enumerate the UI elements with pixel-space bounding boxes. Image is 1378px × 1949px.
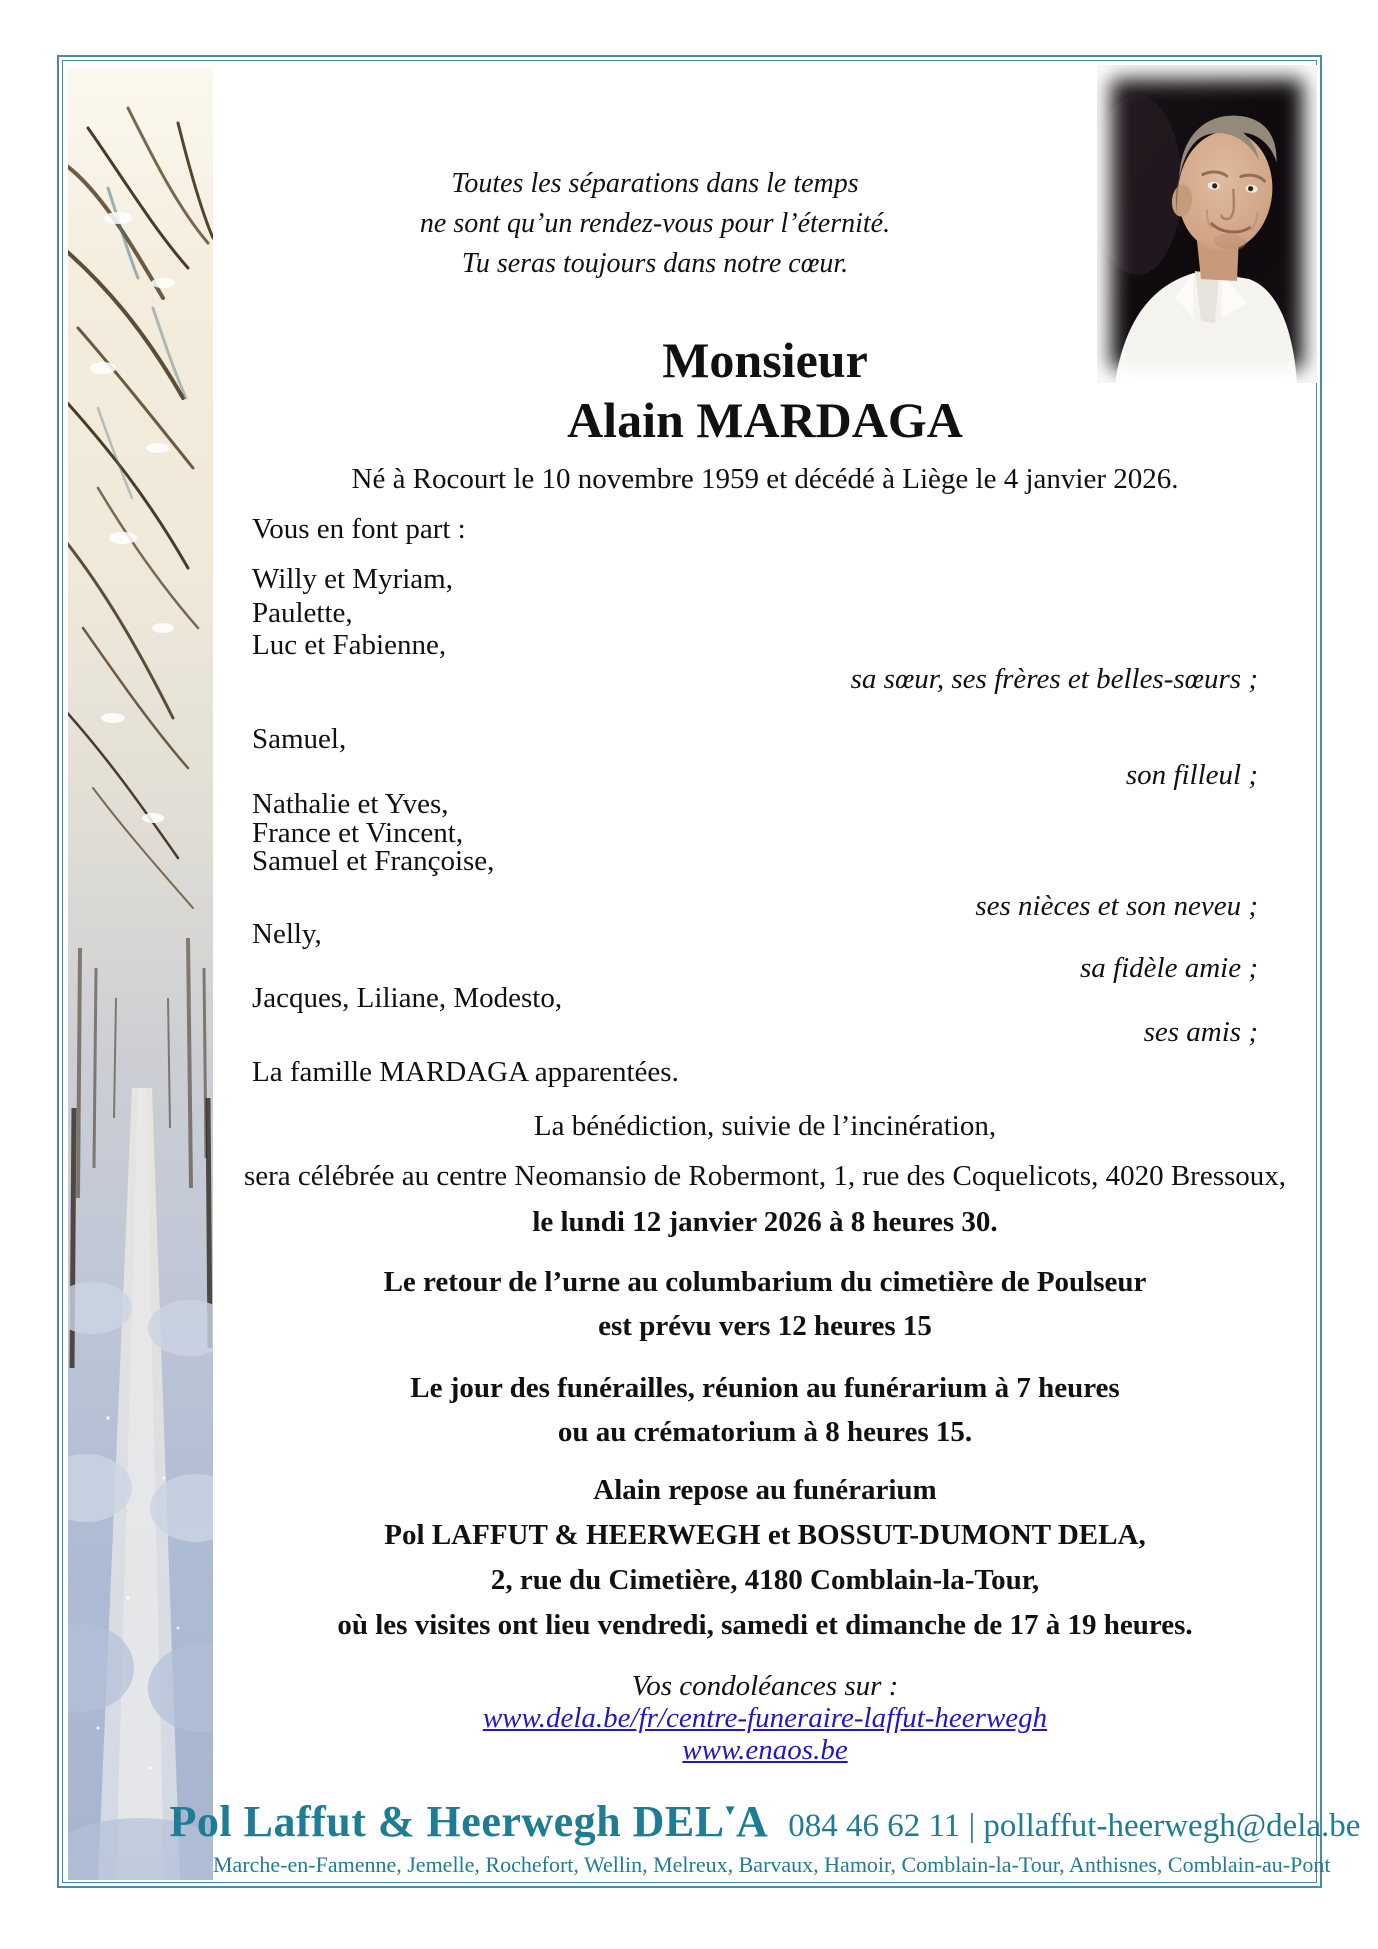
epitaph — [213, 164, 1097, 284]
winter-forest-photo — [68, 68, 213, 1880]
mourner-name: Nathalie et Yves, — [252, 788, 449, 820]
condolences-link-enaos[interactable]: www.enaos.be — [682, 1734, 848, 1766]
mourner-name: Jacques, Liliane, Modesto, — [252, 982, 563, 1014]
funeral-home-contact — [788, 1808, 1360, 1845]
visits-line: où les visites ont lieu vendredi, samedi et dimanche de 17 à 19 heures. — [337, 1609, 1193, 1641]
relation-label: son filleul ; — [1125, 759, 1258, 791]
dela-brand: DEL▼A — [632, 1797, 769, 1846]
relation-label: ses nièces et son neveu ; — [975, 890, 1258, 922]
mourner-name: Samuel, — [252, 723, 347, 755]
condolences-link-dela-wrap — [213, 1701, 1317, 1735]
epitaph-line: Toutes les séparations dans le temps — [451, 168, 859, 199]
funeral-home-locations: Marche-en-Famenne, Jemelle, Rochefort, Wellin, Melreux, Barvaux, Hamoir, Comblain-la-Tour, Anthisnes, Comblain-au-Pont — [213, 1852, 1331, 1877]
ceremony-line: La bénédiction, suivie de l’incinération, — [533, 1110, 997, 1142]
contact-separator: | — [968, 1808, 976, 1844]
funeral-home-logo-text: Pol Laffut & Heerwegh — [169, 1797, 622, 1846]
ceremony-date-line: le lundi 12 janvier 2026 à 8 heures 30. — [532, 1206, 998, 1238]
family-line: La famille MARDAGA apparentées. — [252, 1056, 679, 1088]
mourner-name: Nelly, — [252, 918, 322, 950]
funeral-home-logo — [170, 1796, 769, 1847]
condolences-link-enaos-wrap — [213, 1733, 1317, 1767]
urn-line: Le retour de l’urne au columbarium du cimetière de Poulseur — [383, 1266, 1147, 1298]
condolences-label: Vos condoléances sur : — [631, 1670, 899, 1702]
mourner-name: Willy et Myriam, — [252, 563, 453, 595]
meeting-line: ou au crématorium à 8 heures 15. — [557, 1416, 973, 1448]
mourner-name: France et Vincent, — [252, 817, 464, 849]
relation-label: sa sœur, ses frères et belles-sœurs ; — [850, 663, 1258, 695]
epitaph-line: ne sont qu’un rendez-vous pour l’éternité. — [419, 208, 891, 239]
repose-line: Alain repose au funérarium — [593, 1474, 937, 1506]
funeral-home-footer — [169, 1796, 1361, 1847]
epitaph-line: Tu seras toujours dans notre cœur. — [461, 248, 849, 279]
relation-label: ses amis ; — [1143, 1016, 1258, 1048]
relation-label: sa fidèle amie ; — [1080, 952, 1258, 984]
life-dates: Né à Rocourt le 10 novembre 1959 et décédé à Liège le 4 janvier 2026. — [351, 463, 1179, 495]
deceased-salutation: Monsieur — [662, 332, 868, 388]
funeral-home-name-line: Pol LAFFUT & HEERWEGH et BOSSUT-DUMONT DELA, — [384, 1519, 1146, 1551]
urn-line: est prévu vers 12 heures 15 — [598, 1310, 932, 1342]
mourner-name: Luc et Fabienne, — [252, 629, 447, 661]
ceremony-line: sera célébrée au centre Neomansio de Robermont, 1, rue des Coquelicots, 4020 Bressoux, — [243, 1160, 1287, 1192]
dela-letters: DEL — [632, 1797, 725, 1846]
meeting-line: Le jour des funérailles, réunion au funérarium à 7 heures — [410, 1372, 1120, 1404]
deceased-name: Alain MARDAGA — [567, 392, 963, 448]
funeral-home-email: pollaffut-heerwegh@dela.be — [983, 1808, 1361, 1844]
announcement-intro: Vous en font part : — [252, 513, 466, 545]
dela-letter-a: A — [736, 1797, 769, 1846]
mourner-name: Samuel et Françoise, — [252, 845, 495, 877]
funeral-home-phone: 084 46 62 11 — [788, 1808, 961, 1844]
mourner-name: Paulette, — [252, 597, 353, 629]
funeral-home-address-line: 2, rue du Cimetière, 4180 Comblain-la-Tour, — [490, 1564, 1040, 1596]
condolences-link-dela[interactable]: www.dela.be/fr/centre-funeraire-laffut-heerwegh — [482, 1702, 1048, 1734]
